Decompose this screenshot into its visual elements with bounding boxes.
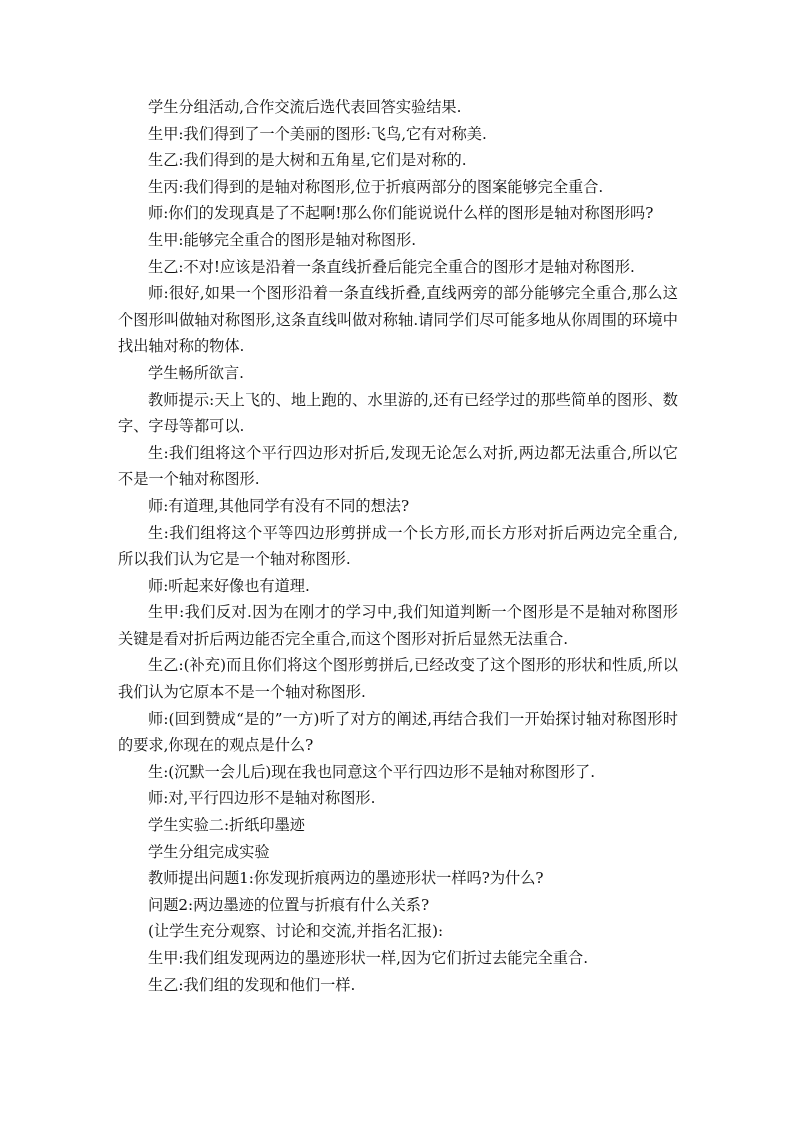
- paragraph: 生甲:我们得到了一个美丽的图形:飞鸟,它有对称美.: [148, 124, 487, 143]
- paragraph: 生:我们组将这个平等四边形剪拼成一个长方形,而长方形对折后两边完全重合,所以我们认为它是一个轴对称图形.: [118, 523, 678, 569]
- paragraph: 生甲:我们组发现两边的墨迹形状一样,因为它们折过去能完全重合.: [148, 949, 589, 967]
- paragraph: 教师提示:天上飞的、地上跑的、水里游的,还有已经学过的那些简单的图形、数字、字母等都可以.: [118, 390, 678, 436]
- paragraph: 生乙:我们得到的是大树和五角星,它们是对称的.: [148, 151, 467, 170]
- paragraph: 生:我们组将这个平行四边形对折后,发现无论怎么对折,两边都无法重合,所以它不是一个轴对称图形.: [118, 443, 678, 489]
- paragraph: 师:很好,如果一个图形沿着一条直线折叠,直线两旁的部分能够完全重合,那么这个图形叫做轴对称图形,这条直线叫做对称轴.请同学们尽可能多地从你周围的环境中找出轴对称的物体.: [118, 284, 678, 356]
- paragraph: 教师提出问题1:你发现折痕两边的墨迹形状一样吗?为什么?: [148, 869, 544, 888]
- paragraph: 生甲:我们反对.因为在刚才的学习中,我们知道判断一个图形是不是轴对称图形关键是看对折后两边能否完全重合,而这个图形对折后显然无法重合.: [118, 603, 678, 648]
- document-page: [118, 94, 678, 998]
- paragraph: 生乙:(补充)而且你们将这个图形剪拼后,已经改变了这个图形的形状和性质,所以我们认为它原本不是一个轴对称图形.: [118, 656, 678, 702]
- paragraph: (让学生充分观察、讨论和交流,并指名汇报):: [148, 922, 444, 941]
- paragraph: 生乙:我们组的发现和他们一样.: [148, 975, 356, 994]
- paragraph: 师:有道理,其他同学有没有不同的想法?: [148, 496, 410, 515]
- paragraph: 师:你们的发现真是了不起啊!那么你们能说说什么样的图形是轴对称图形吗?: [148, 204, 654, 223]
- paragraph: 生:(沉默一会儿后)现在我也同意这个平行四边形不是轴对称图形了.: [148, 762, 596, 781]
- paragraph: 师:对,平行四边形不是轴对称图形.: [148, 789, 376, 808]
- paragraph: 学生实验二:折纸印墨迹: [148, 816, 305, 835]
- paragraph: 学生畅所欲言.: [148, 363, 244, 382]
- paragraph: 学生分组完成实验: [148, 842, 270, 861]
- paragraph: 师:听起来好像也有道理.: [148, 576, 310, 595]
- paragraph: 生丙:我们得到的是轴对称图形,位于折痕两部分的图案能够完全重合.: [148, 177, 604, 196]
- paragraph: 生乙:不对!应该是沿着一条直线折叠后能完全重合的图形才是轴对称图形.: [148, 257, 635, 276]
- paragraph: 师:(回到赞成“是的”一方)听了对方的阐述,再结合我们一开始探讨轴对称图形时的要求,你现在的观点是什么?: [118, 709, 678, 755]
- paragraph: 生甲:能够完全重合的图形是轴对称图形.: [148, 230, 417, 249]
- paragraph: 问题2:两边墨迹的位置与折痕有什么关系?: [148, 895, 430, 914]
- paragraph: 学生分组活动,合作交流后选代表回答实验结果.: [148, 98, 462, 116]
